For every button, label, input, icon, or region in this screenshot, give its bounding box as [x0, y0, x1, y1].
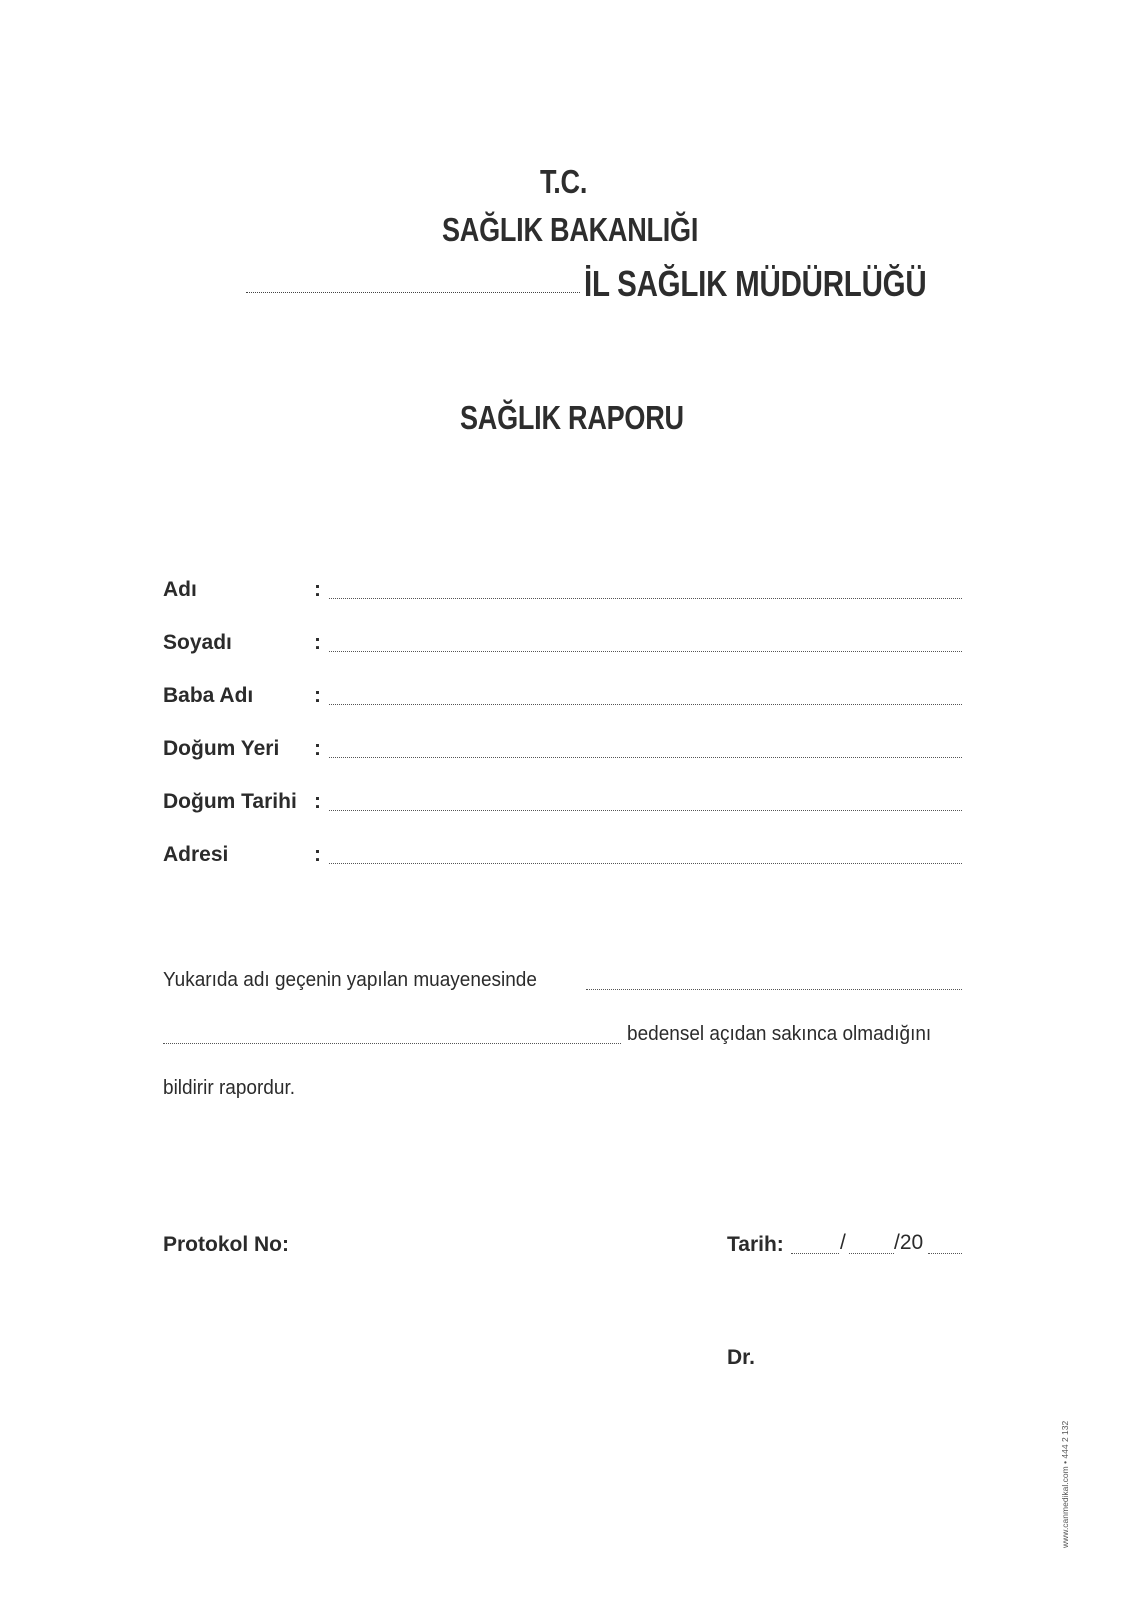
statement-line-1: Yukarıda adı geçenin yapılan muayenesinde [163, 969, 537, 991]
date-day-field[interactable] [791, 1253, 839, 1254]
date-month-field[interactable] [849, 1253, 894, 1254]
field-row-birth-date [163, 790, 963, 820]
field-label: Adı [163, 578, 197, 601]
surname-field[interactable] [329, 651, 962, 652]
page-title: SAĞLIK RAPORU [460, 399, 684, 436]
field-row-birth-place [163, 737, 963, 767]
field-row-name [163, 578, 963, 608]
field-colon: : [314, 843, 321, 866]
date-label: Tarih: [727, 1233, 784, 1256]
header-ministry: SAĞLIK BAKANLIĞI [442, 211, 699, 248]
printer-imprint: www.canmedikal.com • 444 2 132 [1060, 1420, 1070, 1548]
field-colon: : [314, 631, 321, 654]
field-label: Baba Adı [163, 684, 254, 707]
field-label: Adresi [163, 843, 229, 866]
field-label: Soyadı [163, 631, 232, 654]
protocol-number-label: Protokol No: [163, 1233, 289, 1256]
field-colon: : [314, 578, 321, 601]
field-colon: : [314, 737, 321, 760]
date-year-field[interactable] [928, 1253, 962, 1254]
field-row-father-name [163, 684, 963, 714]
address-field[interactable] [329, 863, 962, 864]
field-row-surname [163, 631, 963, 661]
statement-line-3: bildirir rapordur. [163, 1077, 296, 1099]
statement-line-2: bedensel açıdan sakınca olmadığını [627, 1023, 932, 1045]
field-label: Doğum Yeri [163, 737, 280, 760]
header-directorate: İL SAĞLIK MÜDÜRLÜĞÜ [584, 263, 927, 304]
field-label: Doğum Tarihi [163, 790, 297, 813]
examination-result-field-2[interactable] [163, 1043, 621, 1044]
date-separator: / [840, 1231, 846, 1254]
field-colon: : [314, 684, 321, 707]
header-tc: T.C. [540, 163, 588, 200]
birth-place-field[interactable] [329, 757, 962, 758]
field-row-address [163, 843, 963, 873]
name-field[interactable] [329, 598, 962, 599]
province-blank-line[interactable] [246, 292, 580, 293]
birth-date-field[interactable] [329, 810, 962, 811]
examination-result-field-1[interactable] [586, 989, 962, 990]
doctor-signature-label: Dr. [727, 1346, 756, 1369]
date-year-prefix: /20 [894, 1231, 924, 1254]
father-name-field[interactable] [329, 704, 962, 705]
field-colon: : [314, 790, 321, 813]
